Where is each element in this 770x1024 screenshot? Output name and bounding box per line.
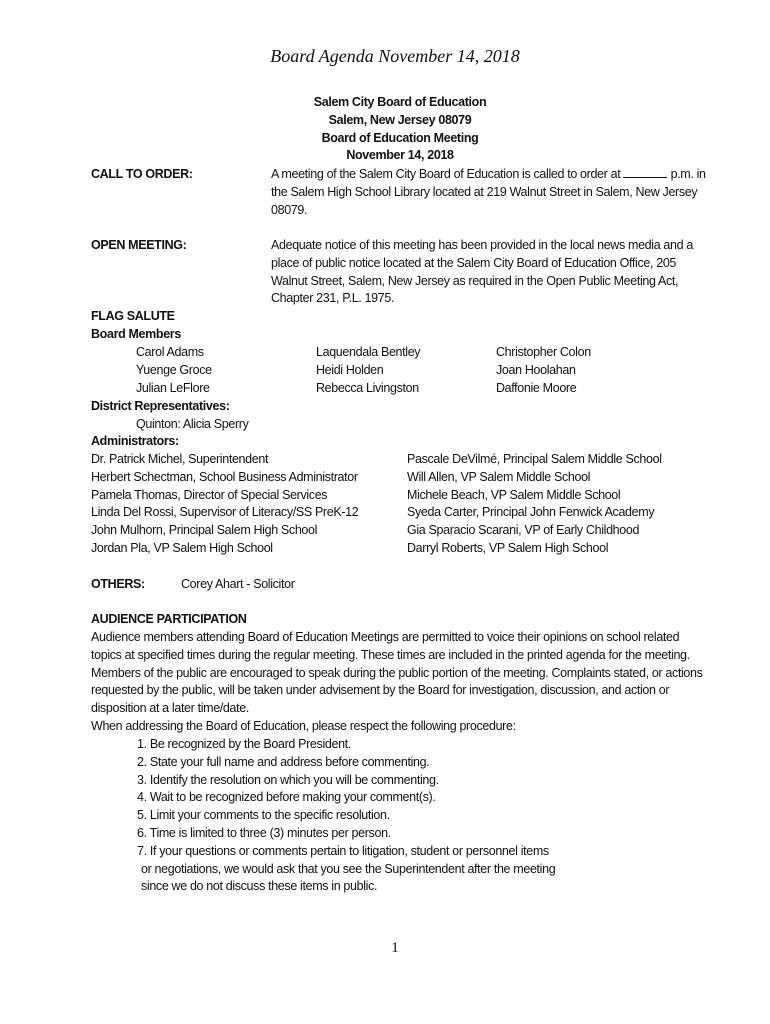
title-block — [0, 94, 770, 165]
call-to-order-text-end: p.m. in the Salem High School Library located at 219 Walnut Street in Salem, New Jersey 08079. — [271, 167, 706, 217]
title-line: Salem City Board of Education — [313, 95, 487, 109]
audience-paragraph: Audience members attending Board of Education Meetings are permitted to voice their opinions on school related topics at specified times during the regular meeting. These times are included in the printed agenda for the meeting. Members of the public are encouraged to speak during the public portion of the meeting. Complaints stated, or actions requested by the public, will be taken under advisement by the Board for investigation, discussion, and action or disposition at a later time/date. — [91, 630, 703, 716]
board-members-row — [91, 362, 731, 380]
administrator: John Mulhorn, Principal Salem High School — [91, 523, 318, 538]
board-members-row — [91, 380, 731, 398]
administrators-row — [91, 540, 711, 558]
administrator: Syeda Carter, Principal John Fenwick Academy — [407, 505, 655, 520]
others-label: OTHERS: — [91, 577, 145, 591]
others-text: Corey Ahart - Solicitor — [181, 577, 295, 591]
administrator: Jordan Pla, VP Salem High School — [91, 540, 273, 555]
board-member: Yuenge Groce — [136, 362, 212, 377]
procedure-intro: When addressing the Board of Education, please respect the following procedure: — [91, 719, 516, 733]
audience-heading: AUDIENCE PARTICIPATION — [91, 612, 247, 626]
district-reps-heading: District Representatives: — [91, 399, 230, 413]
page-header: Board Agenda November 14, 2018 — [270, 46, 520, 66]
administrator: Dr. Patrick Michel, Superintendent — [91, 452, 269, 466]
title-line: Salem, New Jersey 08079 — [328, 112, 472, 127]
administrator: Linda Del Rossi, Supervisor of Literacy/SS PreK-12 — [91, 505, 359, 520]
flag-salute-heading: FLAG SALUTE — [91, 309, 175, 323]
title-line: Board of Education Meeting — [321, 130, 479, 145]
administrators-heading: Administrators: — [91, 434, 179, 448]
procedure-step: 4. Wait to be recognized before making your comment(s). — [137, 790, 436, 805]
procedure-step: 6. Time is limited to three (3) minutes per person. — [137, 825, 391, 840]
administrator: Pamela Thomas, Director of Special Services — [91, 487, 328, 502]
procedure-step: 3. Identify the resolution on which you will be commenting. — [137, 772, 439, 787]
administrators-row — [91, 504, 711, 522]
administrator: Gia Sparacio Scarani, VP of Early Childhood — [407, 523, 640, 538]
administrators-list — [91, 451, 711, 558]
call-to-order-label: CALL TO ORDER: — [91, 167, 193, 181]
administrator: Pascale DeVilmé, Principal Salem Middle School — [407, 452, 662, 466]
procedure-step: 5. Limit your comments to the specific resolution. — [137, 808, 390, 823]
procedure-steps — [137, 736, 597, 896]
procedure-step: 7. If your questions or comments pertain to litigation, student or personnel items — [137, 843, 549, 858]
time-blank — [623, 167, 667, 178]
title-line: November 14, 2018 — [346, 148, 454, 163]
board-members-row — [91, 344, 731, 362]
call-to-order-text-start: A meeting of the Salem City Board of Education is called to order at — [271, 167, 621, 181]
administrators-row — [91, 522, 711, 540]
open-meeting-label: OPEN MEETING: — [91, 238, 187, 252]
procedure-step-continued: since we do not discuss these items in public. — [141, 879, 378, 894]
board-member: Daffonie Moore — [496, 380, 577, 395]
board-member: Laquendala Bentley — [316, 345, 421, 359]
procedure-step: 2. State your full name and address before commenting. — [137, 754, 430, 769]
district-reps-text: Quinton: Alicia Sperry — [136, 417, 249, 431]
call-to-order-text — [271, 166, 711, 219]
procedure-step-continued: or negotiations, we would ask that you see the Superintendent after the meeting — [141, 861, 556, 876]
board-members-list — [91, 344, 731, 397]
administrator: Will Allen, VP Salem Middle School — [407, 469, 591, 484]
board-member: Christopher Colon — [496, 345, 591, 359]
administrators-row — [91, 469, 711, 487]
board-member: Heidi Holden — [316, 362, 384, 377]
administrators-row — [91, 451, 711, 469]
administrator: Michele Beach, VP Salem Middle School — [407, 487, 621, 502]
administrator: Herbert Schectman, School Business Administrator — [91, 469, 358, 484]
board-member: Rebecca Livingston — [316, 380, 419, 395]
procedure-step: 1. Be recognized by the Board President. — [137, 737, 351, 751]
open-meeting-text: Adequate notice of this meeting has been provided in the local news media and a place of public notice located at the Salem City Board of Education Office, 205 Walnut Street, Salem, New Jersey as required in the Open Public Meeting Act, Chapter 231, P.L. 1975. — [271, 238, 693, 306]
administrators-row — [91, 487, 711, 505]
page-number: 1 — [391, 940, 399, 956]
board-members-heading: Board Members — [91, 327, 181, 341]
administrator: Darryl Roberts, VP Salem High School — [407, 540, 609, 555]
board-member: Julian LeFlore — [136, 380, 210, 395]
board-member: Joan Hoolahan — [496, 362, 576, 377]
board-member: Carol Adams — [136, 345, 204, 359]
